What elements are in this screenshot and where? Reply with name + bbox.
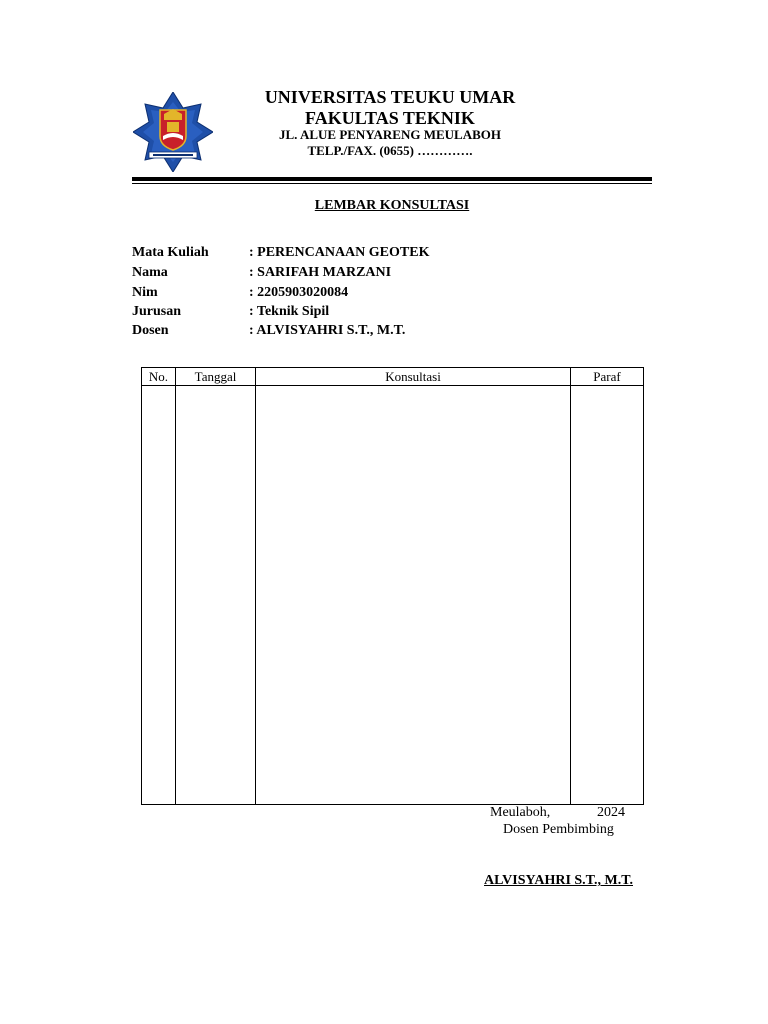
info-value: : SARIFAH MARZANI [249,265,392,280]
cell-date [176,386,256,805]
info-label: Dosen [132,323,169,338]
column-header-consultation: Konsultasi [256,368,571,386]
info-value: : 2205903020084 [249,285,349,300]
header-divider-thin [132,183,652,184]
cell-no [142,386,176,805]
consultation-table [141,367,644,805]
column-header-no: No. [142,368,176,386]
phone-fax: TELP./FAX. (0655) …………. [307,143,473,158]
header-divider-thick [132,177,652,181]
info-label: Nama [132,265,168,280]
info-value: : ALVISYAHRI S.T., M.T. [249,323,406,338]
table-header-row [142,368,644,386]
info-label: Jurusan [132,304,182,319]
table-row [142,386,644,805]
signature-year: 2024 [597,805,625,820]
signature-name: ALVISYAHRI S.T., M.T. [484,873,633,888]
signature-place: Meulaboh, [490,805,551,820]
faculty-name: FAKULTAS TEKNIK [305,108,475,128]
info-label: Nim [132,285,158,300]
info-value: : PERENCANAAN GEOTEK [249,245,430,260]
info-label: Mata Kuliah [132,245,209,260]
column-header-date: Tanggal [176,368,256,386]
cell-consultation [256,386,571,805]
university-emblem-icon [133,92,213,172]
document-title: LEMBAR KONSULTASI [314,198,470,213]
info-value: : Teknik Sipil [249,304,330,319]
signature-role: Dosen Pembimbing [503,822,614,837]
university-name: UNIVERSITAS TEUKU UMAR [264,87,516,107]
cell-signature [571,386,644,805]
column-header-signature: Paraf [571,368,644,386]
address: JL. ALUE PENYARENG MEULABOH [279,127,501,142]
